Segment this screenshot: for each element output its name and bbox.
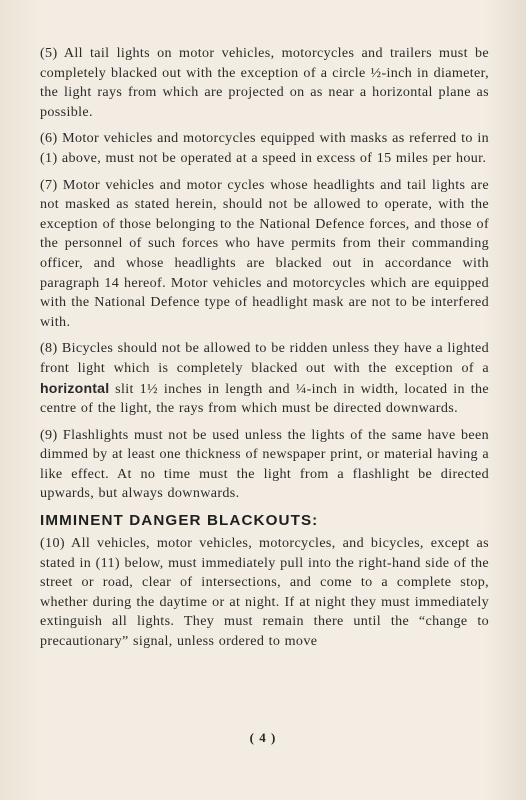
document-body xyxy=(40,44,489,659)
page-number: ( 4 ) xyxy=(249,730,277,745)
paragraph-5: (5) All tail lights on motor vehicles, motorcycles and trailers must be completely blacked out with the exception of a circle ½-inch in diameter, the light rays from which are projected on as near a horizontal plane as possible. xyxy=(40,45,489,120)
paragraph-10: (10) All vehicles, motor vehicles, motorcycles, and bicycles, except as stated in (11) below, must immediately pull into the right-hand side of the street or road, clear of intersections, and come to a complete stop, whether during the daytime or at night. If at night they must immediately extinguish all lights. They must remain there until the “change to precautionary” signal, unless ordered to move xyxy=(40,535,489,650)
paragraph-7: (7) Motor vehicles and motor cycles whose headlights and tail lights are not masked as stated herein, should not be allowed to operate, with the exception of those belonging to the National Defence forces, and those of the personnel of such forces who have permits from their commanding officer, and whose headlights are blacked out in accordance with paragraph 14 hereof. Motor vehicles and motorcycles which are equipped with the National Defence type of headlight mask are not to be interfered with. xyxy=(40,176,489,330)
paragraph-9: (9) Flashlights must not be used unless the lights of the same have been dimmed by at least one thickness of newspaper print, or material having a like effect. At no time must the light from a flashlight be directed upwards, but always downwards. xyxy=(40,426,489,502)
paragraph-8-bold-word: horizontal xyxy=(40,379,110,396)
section-heading: IMMINENT DANGER BLACKOUTS: xyxy=(40,512,319,530)
paragraph-8-text-end: slit 1½ inches in length and ¼-inch in width, located in the centre of the light, the rays from which must be directed downwards. xyxy=(40,380,489,417)
paragraph-8-text-start: (8) Bicycles should not be allowed to be ridden unless they have a lighted front light which is completely blacked out with the exception of a xyxy=(40,340,489,376)
paragraph-6: (6) Motor vehicles and motorcycles equipped with masks as referred to in (1) above, must not be operated at a speed in excess of 15 miles per hour. xyxy=(40,130,489,166)
paragraph-8 xyxy=(40,339,489,418)
